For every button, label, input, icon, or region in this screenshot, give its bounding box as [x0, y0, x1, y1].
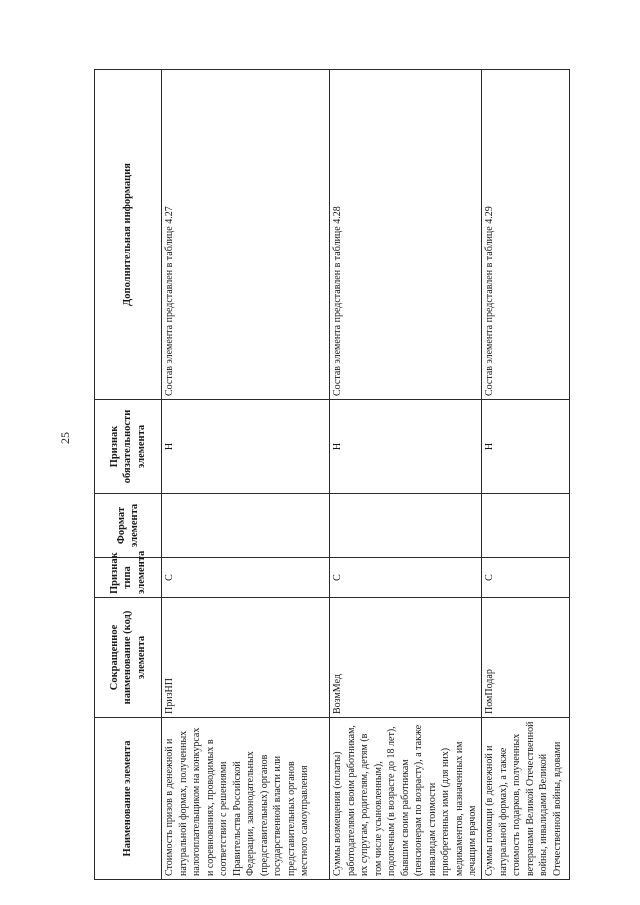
table-row [330, 70, 482, 880]
cell-additional-info: Состав элемента представлен в таблице 4.28 [330, 70, 482, 400]
cell-element-name: Суммы помощи (в денежной и натуральной формах), а также стоимость подарков, полученных ветеранами Великой Отечественной войны, инвалидами Великой Отечественной войны, вдовами [482, 718, 570, 880]
cell-additional-info: Состав элемента представлен в таблице 4.27 [162, 70, 330, 400]
cell-element-code: ПризНП [162, 598, 330, 718]
cell-element-format [482, 494, 570, 558]
cell-element-type: С [162, 558, 330, 598]
cell-element-required: Н [482, 400, 570, 494]
cell-element-code: ПомПодар [482, 598, 570, 718]
table-row [482, 70, 570, 880]
cell-element-format [162, 494, 330, 558]
header-element-format: Формат элемента [95, 494, 162, 558]
cell-element-code: ВозмМед [330, 598, 482, 718]
header-element-code: Сокращенное наименование (код) элемента [95, 598, 162, 718]
cell-element-required: Н [330, 400, 482, 494]
table-header-row [95, 70, 162, 880]
elements-table-container [94, 70, 566, 880]
cell-element-required: Н [162, 400, 330, 494]
table-row [162, 70, 330, 880]
header-element-type: Признак типа элемента [95, 558, 162, 598]
cell-additional-info: Состав элемента представлен в таблице 4.29 [482, 70, 570, 400]
elements-table [94, 69, 570, 880]
cell-element-name: Стоимость призов в денежной и натуральной формах, полученных налогоплательщиком на конкурсах и соревнованиях, проводимых в соответствии с решениями Правительства Российской Федерации, законодательных (представительных) органов государственной власти или представительных органов местного самоуправления [162, 718, 330, 880]
header-element-name: Наименование элемента [95, 718, 162, 880]
cell-element-type: С [482, 558, 570, 598]
cell-element-format [330, 494, 482, 558]
header-additional-info: Дополнительная информация [95, 70, 162, 400]
page-number: 25 [58, 432, 72, 444]
cell-element-name: Суммы возмещения (оплаты) работодателями своим работникам, их супругам, родителям, детям (в том числе усыновленным), подопечным (в возрасте до 18 лет), бывшим своим работникам (пенсионерам по возрасту), а также инвалидам стоимости приобретенных ими (для них) медикаментов, назначенных им лечащим врачом [330, 718, 482, 880]
header-element-required: Признак обязательности элемента [95, 400, 162, 494]
cell-element-type: С [330, 558, 482, 598]
